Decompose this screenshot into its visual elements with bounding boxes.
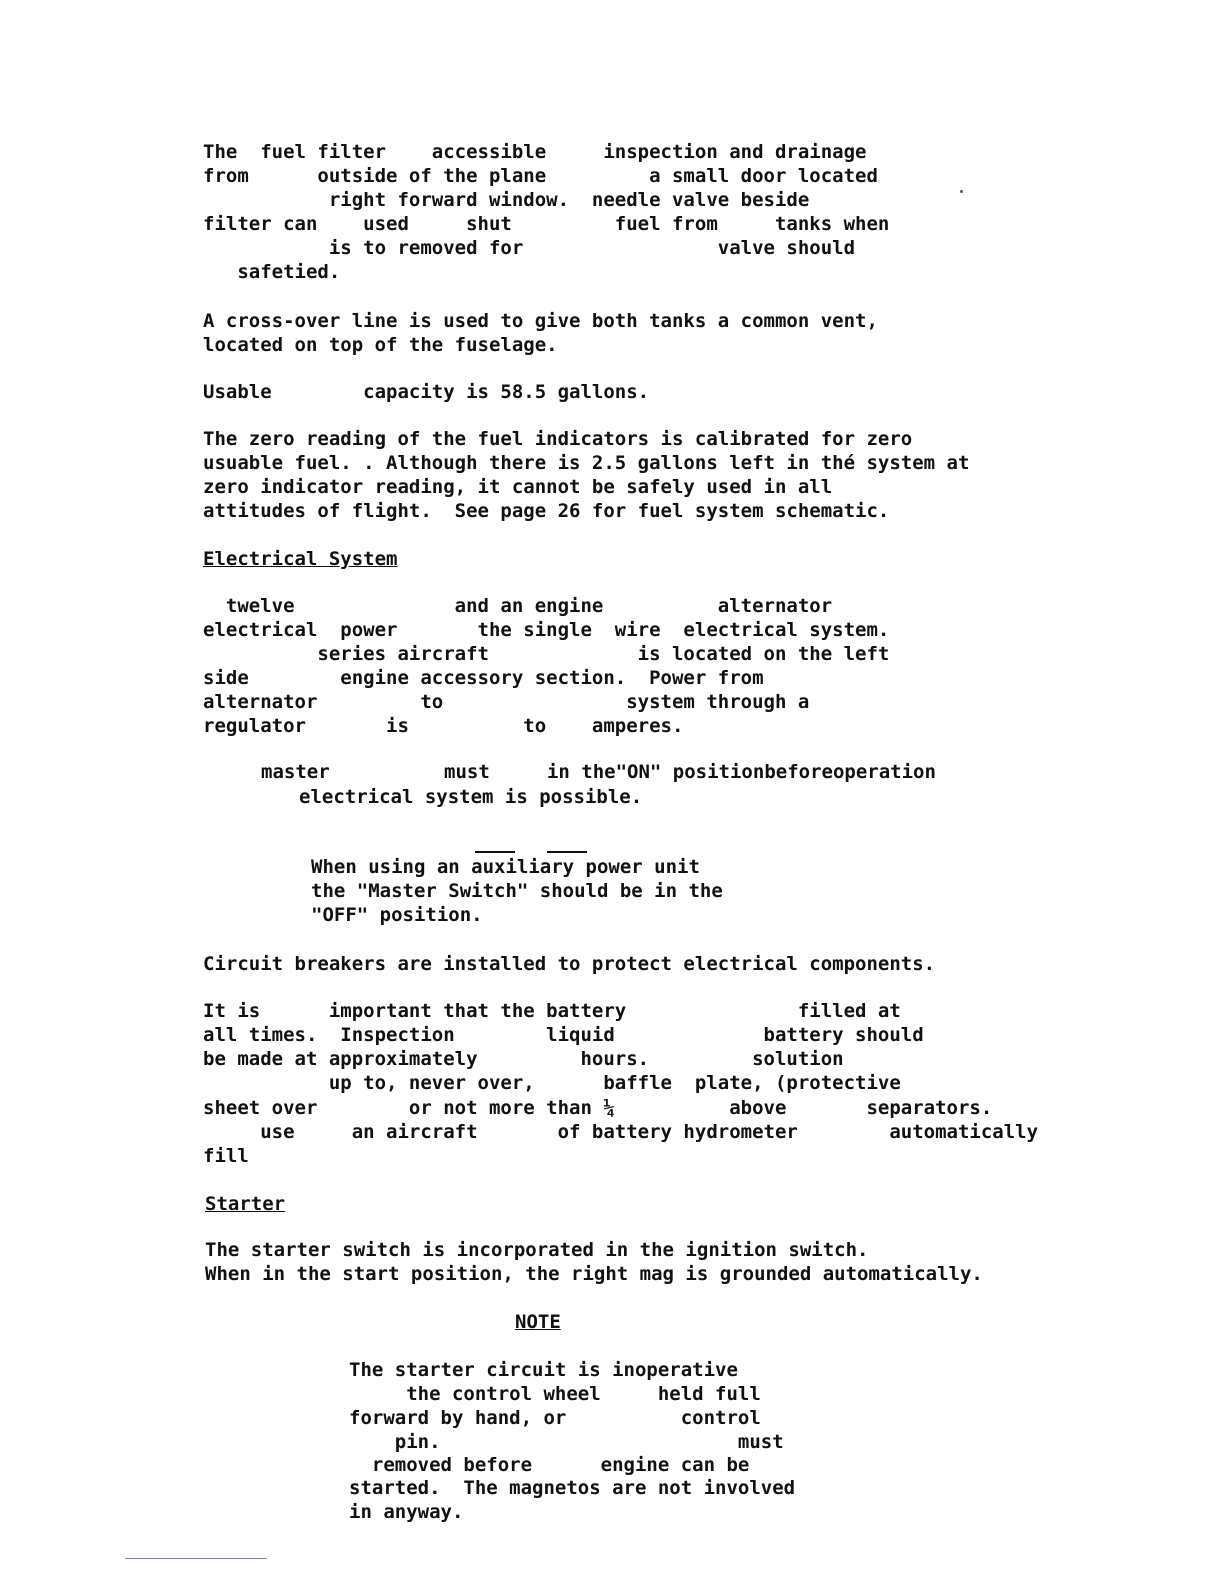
circuit-breakers-line: Circuit breakers are installed to protect electrical components.: [203, 953, 936, 975]
starter-note-line: removed before engine can be: [349, 1454, 750, 1476]
zero-reading-line: attitudes of flight. See page 26 for fuel system schematic.: [203, 500, 890, 522]
electrical-line: electrical power the single wire electrical system.: [203, 619, 890, 641]
electrical-line: series aircraft is located on the left: [203, 643, 890, 665]
electrical-system-heading: Electrical System: [203, 548, 398, 570]
auxiliary-note-line: "OFF" position.: [311, 904, 483, 926]
fuel-filter-line: filter can used shut fuel from tanks when: [203, 213, 890, 235]
battery-line: use an aircraft of battery hydrometer automatically: [203, 1121, 1039, 1143]
zero-reading-line: usuable fuel. . Although there is 2.5 gallons left in thé system at: [203, 452, 970, 474]
fuel-filter-line: is to removed for valve should: [203, 237, 856, 259]
battery-line: fill: [203, 1145, 249, 1167]
footnote-rule: [125, 1558, 267, 1559]
battery-line: It is important that the battery filled at: [203, 1000, 901, 1022]
auxiliary-note-line: When using an auxiliary power unit: [311, 856, 700, 878]
electrical-line: side engine accessory section. Power from: [203, 667, 764, 689]
usable-capacity-line: Usable capacity is 58.5 gallons.: [203, 381, 650, 403]
battery-line: be made at approximately hours. solution: [203, 1048, 844, 1070]
starter-line: When in the start position, the right mag is grounded automatically.: [205, 1263, 983, 1285]
fuel-filter-line: from outside of the plane a small door located: [203, 165, 878, 187]
crossover-line: located on top of the fuselage.: [203, 334, 558, 356]
starter-line: The starter switch is incorporated in the ignition switch.: [205, 1239, 869, 1261]
note-heading: NOTE: [515, 1311, 561, 1333]
overline-mark: [547, 851, 587, 853]
master-switch-line: electrical system is possible.: [299, 786, 643, 808]
zero-reading-line: The zero reading of the fuel indicators is calibrated for zero: [203, 428, 913, 450]
fuel-filter-line: The fuel filter accessible inspection and drainage: [203, 141, 867, 163]
electrical-line: alternator to system through a: [203, 691, 810, 713]
zero-reading-line: zero indicator reading, it cannot be safely used in all: [203, 476, 833, 498]
speck-mark: [960, 190, 963, 193]
starter-note-line: The starter circuit is inoperative: [349, 1359, 738, 1381]
battery-line: up to, never over, baffle plate, (protective: [203, 1072, 901, 1094]
starter-heading: Starter: [205, 1193, 286, 1215]
master-switch-line: master must in the"ON" positionbeforeoperation: [261, 761, 936, 783]
electrical-line: twelve and an engine alternator: [203, 595, 833, 617]
starter-note-line: started. The magnetos are not involved: [349, 1477, 796, 1499]
battery-line: all times. Inspection liquid battery should: [203, 1024, 924, 1046]
starter-note-line: the control wheel held full: [349, 1383, 761, 1405]
electrical-line: regulator is to amperes.: [203, 715, 684, 737]
auxiliary-note-line: the "Master Switch" should be in the: [311, 880, 723, 902]
battery-line: sheet over or not more than ¼ above separators.: [203, 1097, 993, 1119]
crossover-line: A cross-over line is used to give both tanks a common vent,: [203, 310, 878, 332]
starter-note-line: in anyway.: [349, 1501, 464, 1523]
fuel-filter-line: right forward window. needle valve beside: [203, 189, 810, 211]
fuel-filter-line: safetied.: [203, 261, 341, 283]
starter-note-line: forward by hand, or control: [349, 1407, 761, 1429]
starter-note-line: pin. must: [349, 1431, 784, 1453]
overline-mark: [475, 851, 515, 853]
